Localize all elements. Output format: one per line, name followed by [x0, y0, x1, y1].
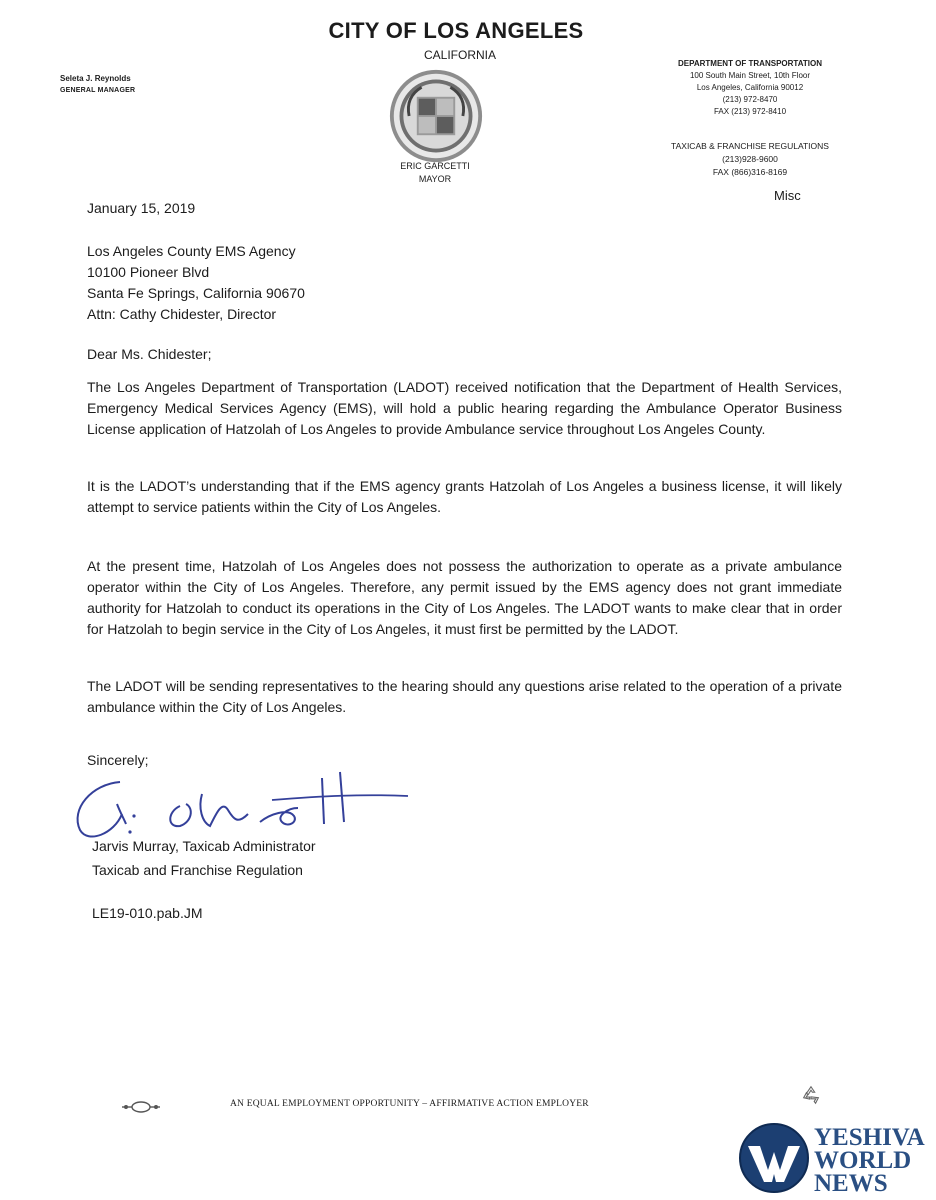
mayor-block [380, 160, 490, 186]
city-seal-icon [388, 68, 484, 164]
recipient-line: Santa Fe Springs, California 90670 [87, 285, 305, 301]
recycle-icon [800, 1084, 822, 1106]
body-paragraph: The Los Angeles Department of Transportation (LADOT) received notification that the Department of Health Services, Emergency Medical Services Agency (EMS), will hold a public hearing regarding the Ambulance Operator Business License application of Hatzolah of Los Angeles to provide Ambulance service throughout Los Angeles County. [87, 379, 842, 437]
recipient-line: Los Angeles County EMS Agency [87, 243, 296, 259]
department-name: DEPARTMENT OF TRANSPORTATION [678, 59, 822, 68]
department-fax: FAX (213) 972-8410 [713, 107, 787, 116]
body-paragraph: At the present time, Hatzolah of Los Angeles does not possess the authorization to operate as a private ambulance operator within the City of Los Angeles. Therefore, any permit issued by the EMS agency does not grant immediate authority for Hatzolah to conduct its operations in the City of Los Angeles. The LADOT wants to make clear that in order for Hatzolah to begin service in the City of Los Angeles, it must first be permitted by the LADOT. [87, 558, 842, 637]
salutation: Dear Ms. Chidester; [87, 346, 212, 362]
mayor-name: ERIC GARCETTI [400, 161, 470, 171]
taxicab-office-name: TAXICAB & FRANCHISE REGULATIONS [671, 141, 829, 151]
state-label: CALIFORNIA [423, 48, 496, 62]
department-block [650, 58, 850, 118]
general-manager-name: Seleta J. Reynolds [60, 74, 131, 83]
general-manager-block [60, 73, 135, 97]
taxicab-office-fax: FAX (866)316-8169 [712, 167, 788, 177]
department-address-2: Los Angeles, California 90012 [696, 83, 804, 92]
taxicab-office-block [650, 140, 850, 179]
letter-date: January 15, 2019 [87, 200, 196, 216]
recipient-address [87, 241, 305, 325]
ywn-logo-icon [738, 1122, 810, 1194]
mayor-title: MAYOR [418, 174, 452, 184]
ywn-logo-text [814, 1126, 925, 1195]
closing: Sincerely; [87, 752, 149, 768]
reference-code: LE19-010.pab.JM [92, 905, 203, 921]
taxicab-office-phone: (213)928-9600 [722, 154, 778, 164]
signer-department: Taxicab and Franchise Regulation [92, 862, 303, 878]
signer-name-title: Jarvis Murray, Taxicab Administrator [92, 838, 316, 854]
signer-block [92, 834, 316, 882]
ywn-logo-line: NEWS [814, 1170, 888, 1197]
ywn-logo-line: WORLD [814, 1147, 912, 1174]
body-paragraph: It is the LADOT’s understanding that if the EMS agency grants Hatzolah of Los Angeles a business license, it will likely attempt to service patients within the City of Los Angeles. [87, 478, 842, 515]
misc-note: Misc [774, 188, 801, 203]
recipient-line: 10100 Pioneer Blvd [87, 264, 210, 280]
department-phone: (213) 972-8470 [722, 95, 778, 104]
general-manager-title: GENERAL MANAGER [60, 87, 136, 94]
ywn-logo-line: YESHIVA [814, 1124, 925, 1151]
body-paragraph: The LADOT will be sending representatives to the hearing should any questions arise related to the operation of a private ambulance within the City of Los Angeles. [87, 678, 842, 715]
union-bug-icon [120, 1099, 162, 1115]
eeo-statement: AN EQUAL EMPLOYMENT OPPORTUNITY – AFFIRMATIVE ACTION EMPLOYER [230, 1099, 589, 1109]
recipient-line: Attn: Cathy Chidester, Director [87, 306, 277, 322]
city-title: CITY OF LOS ANGELES [328, 18, 584, 43]
department-address-1: 100 South Main Street, 10th Floor [689, 71, 811, 80]
